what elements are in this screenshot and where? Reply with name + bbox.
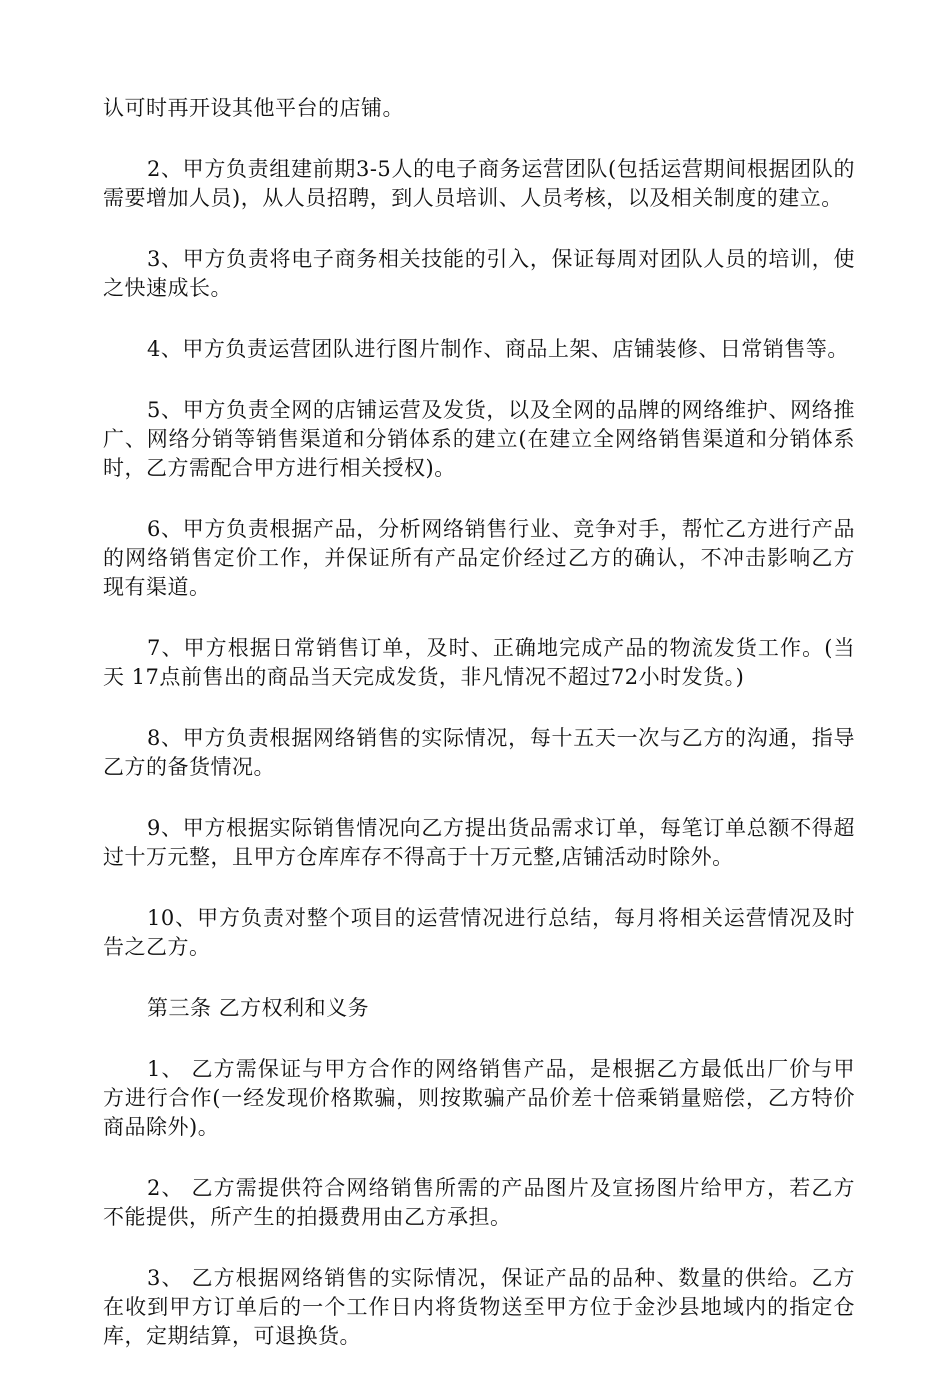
- paragraph-continuation: 认可时再开设其他平台的店铺。: [103, 96, 404, 120]
- party-b-clause-2: 2、 乙方需提供符合网络销售所需的产品图片及宣扬图片给甲方，若乙方不能提供，所产生的拍摄费用由乙方承担。: [103, 1176, 855, 1229]
- party-b-clause-3: 3、 乙方根据网络销售的实际情况，保证产品的品种、数量的供给。乙方在收到甲方订单后的一个工作日内将货物送至甲方位于金沙县地域内的指定仓库，定期结算，可退换货。: [103, 1266, 855, 1348]
- clause-9: 9、甲方根据实际销售情况向乙方提出货品需求订单，每笔订单总额不得超过十万元整，且甲方仓库库存不得高于十万元整,店铺活动时除外。: [103, 816, 855, 869]
- clause-4: 4、甲方负责运营团队进行图片制作、商品上架、店铺装修、日常销售等。: [147, 337, 849, 361]
- section-heading: 第三条 乙方权利和义务: [147, 996, 370, 1020]
- document-body: [103, 94, 855, 1383]
- clause-10: 10、甲方负责对整个项目的运营情况进行总结，每月将相关运营情况及时告之乙方。: [103, 906, 855, 959]
- clause-6: 6、甲方负责根据产品，分析网络销售行业、竞争对手，帮忙乙方进行产品的网络销售定价工作，并保证所有产品定价经过乙方的确认，不冲击影响乙方现有渠道。: [103, 517, 855, 599]
- clause-8: 8、甲方负责根据网络销售的实际情况，每十五天一次与乙方的沟通，指导乙方的备货情况。: [103, 726, 855, 779]
- clause-5: 5、甲方负责全网的店铺运营及发货，以及全网的品牌的网络维护、网络推广、网络分销等销售渠道和分销体系的建立(在建立全网络销售渠道和分销体系时，乙方需配合甲方进行相关授权)。: [103, 398, 855, 480]
- party-b-clause-1: 1、 乙方需保证与甲方合作的网络销售产品，是根据乙方最低出厂价与甲方进行合作(一经发现价格欺骗，则按欺骗产品价差十倍乘销量赔偿，乙方特价商品除外)。: [103, 1057, 855, 1139]
- clause-2: 2、甲方负责组建前期3-5人的电子商务运营团队(包括运营期间根据团队的需要增加人员)，从人员招聘，到人员培训、人员考核，以及相关制度的建立。: [103, 157, 855, 210]
- clause-3: 3、甲方负责将电子商务相关技能的引入，保证每周对团队人员的培训，使之快速成长。: [103, 247, 855, 300]
- clause-7: 7、甲方根据日常销售订单，及时、正确地完成产品的物流发货工作。(当天 17点前售出的商品当天完成发货，非凡情况不超过72小时发货。): [103, 636, 855, 689]
